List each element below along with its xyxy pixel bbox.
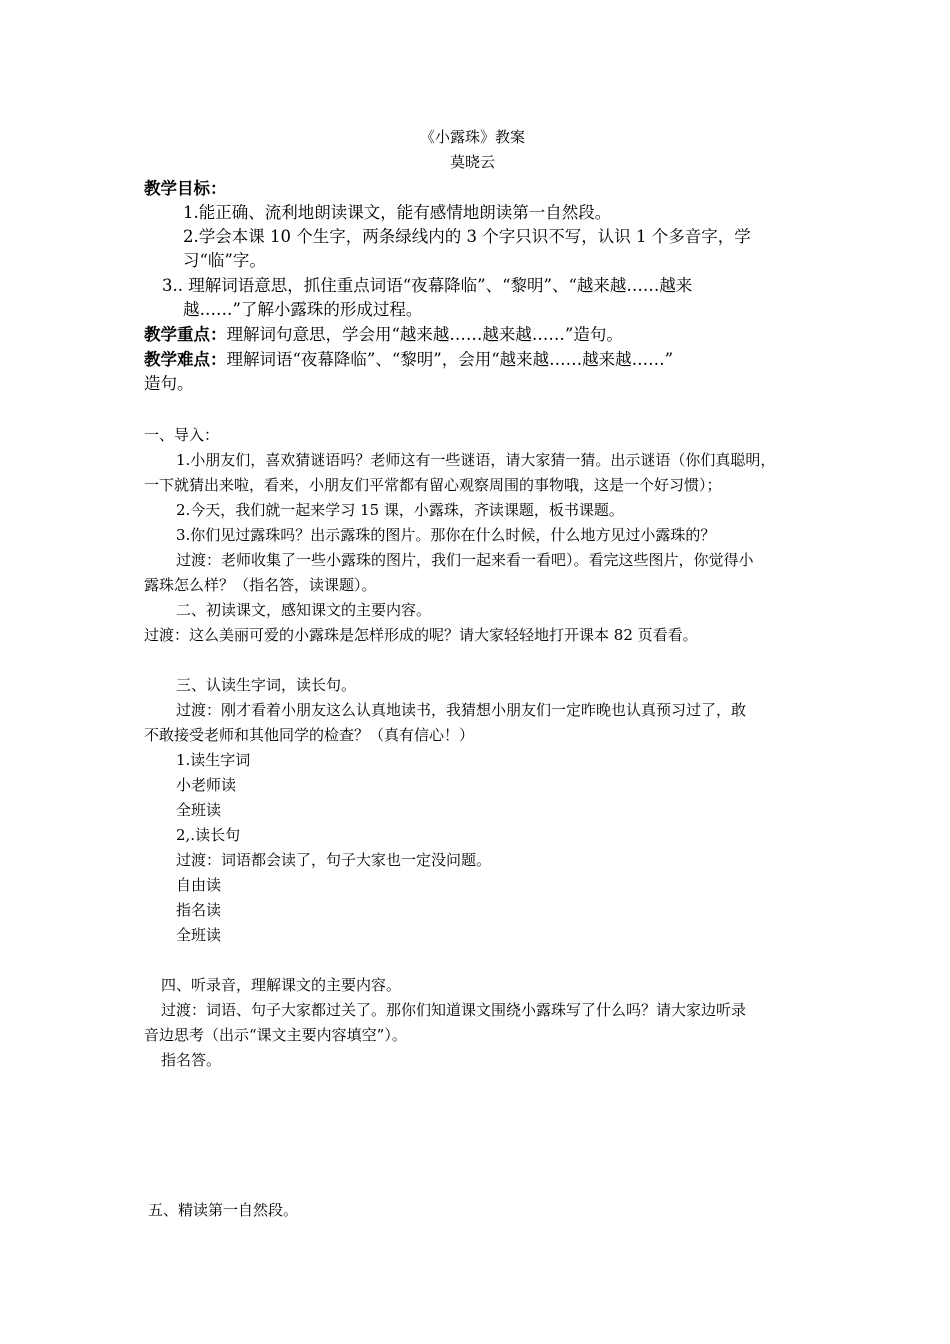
difficulty-label: 教学难点：: [144, 350, 227, 369]
intro-paragraph-4-cont: 露珠怎么样？（指名答，读课题）。: [144, 576, 377, 594]
section-2-heading: 二、初读课文，感知课文的主要内容。: [176, 601, 432, 619]
intro-heading: 一、导入：: [144, 426, 220, 444]
section-4-transition: 过渡：词语、句子大家都过关了。那你们知道课文围绕小露珠写了什么吗？请大家边听录: [161, 1001, 747, 1019]
objective-item-3-cont: 越……”了解小露珠的形成过程。: [183, 300, 423, 319]
section-3-item-2b: 指名读: [176, 901, 222, 919]
section-4-transition-cont: 音边思考（出示“课文主要内容填空”）。: [144, 1026, 407, 1044]
section-3-item-2-transition: 过渡：词语都会读了，句子大家也一定没问题。: [176, 851, 492, 869]
intro-paragraph-1: 1.小朋友们，喜欢猜谜语吗？老师这有一些谜语，请大家猜一猜。出示谜语（你们真聪明，: [176, 451, 776, 469]
section-4-note: 指名答。: [161, 1051, 222, 1069]
difficulty: [144, 352, 673, 369]
section-3-item-1a: 小老师读: [176, 776, 237, 794]
document-author: 莫晓云: [450, 153, 496, 171]
section-2-transition: 过渡：这么美丽可爱的小露珠是怎样形成的呢？请大家轻轻地打开课本 82 页看看。: [144, 626, 698, 644]
section-3-transition-cont: 不敢接受老师和其他同学的检查？（真有信心！）: [144, 726, 475, 744]
section-5-heading: 五、精读第一自然段。: [148, 1201, 299, 1219]
section-3-item-2c: 全班读: [176, 926, 222, 944]
intro-paragraph-4: 过渡：老师收集了一些小露珠的图片，我们一起来看一看吧）。看完这些图片，你觉得小: [176, 551, 754, 569]
intro-paragraph-1-cont: 一下就猜出来啦，看来，小朋友们平常都有留心观察周围的事物哦，这是一个好习惯）；: [144, 476, 722, 494]
key-point-text: 理解词句意思，学会用“越来越……越来越……”造句。: [226, 325, 623, 344]
section-3-heading: 三、认读生字词，读长句。: [176, 676, 357, 694]
section-3-item-2: 2,.读长句: [176, 826, 241, 844]
objective-item-3: 3.. 理解词语意思，抓住重点词语“夜幕降临”、“黎明”、“越来越……越来: [162, 276, 693, 295]
key-point-label: 教学重点：: [144, 325, 227, 344]
intro-paragraph-3: 3.你们见过露珠吗？出示露珠的图片。那你在什么时候，什么地方见过小露珠的？: [176, 526, 716, 544]
key-point: [144, 327, 623, 344]
objective-item-1: 1.能正确、流利地朗读课文，能有感情地朗读第一自然段。: [183, 203, 612, 222]
objectives-heading: 教学目标：: [144, 179, 227, 198]
section-3-transition: 过渡：刚才看着小朋友这么认真地读书，我猜想小朋友们一定昨晚也认真预习过了，敢: [176, 701, 747, 719]
objective-item-2-cont: 习“临”字。: [183, 251, 266, 270]
section-3-item-2a: 自由读: [176, 876, 222, 894]
section-4-heading: 四、听录音，理解课文的主要内容。: [161, 976, 402, 994]
document-title: 《小露珠》教案: [420, 128, 526, 146]
section-3-item-1b: 全班读: [176, 801, 222, 819]
objective-item-2: 2.学会本课 10 个生字，两条绿线内的 3 个字只识不写，认识 1 个多音字，学: [183, 227, 751, 246]
intro-paragraph-2: 2.今天，我们就一起来学习 15 课，小露珠，齐读课题，板书课题。: [176, 501, 624, 519]
difficulty-cont: 造句。: [144, 374, 194, 393]
difficulty-text: 理解词语“夜幕降临”、“黎明”，会用“越来越……越来越……”: [226, 350, 674, 369]
section-3-item-1: 1.读生字词: [176, 751, 251, 769]
